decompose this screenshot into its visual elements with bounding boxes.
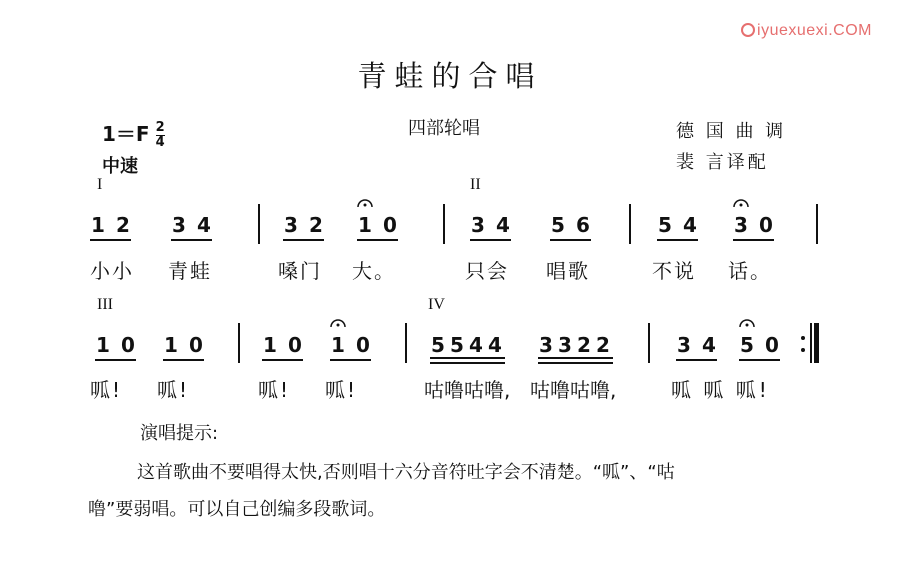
note: 3 bbox=[471, 213, 485, 237]
section-marker: I bbox=[97, 176, 103, 193]
note: 3 bbox=[558, 333, 572, 357]
note: 1 bbox=[91, 213, 105, 237]
sixteenth-beam bbox=[430, 362, 505, 364]
note: 0 bbox=[765, 333, 779, 357]
fermata-icon bbox=[732, 198, 750, 208]
note: 1 bbox=[164, 333, 178, 357]
lyric: 呱! bbox=[157, 378, 190, 402]
note: 3 bbox=[172, 213, 186, 237]
eighth-beam bbox=[95, 359, 136, 361]
hint-title: 演唱提示: bbox=[140, 423, 219, 444]
watermark: iyuexuexi.COM bbox=[741, 22, 872, 40]
bar-line bbox=[405, 323, 407, 363]
note: 0 bbox=[383, 213, 397, 237]
section-marker: III bbox=[97, 296, 113, 313]
note: 5 bbox=[450, 333, 464, 357]
bar-line bbox=[648, 323, 650, 363]
note: 0 bbox=[189, 333, 203, 357]
lyric: 不说 bbox=[652, 259, 696, 283]
song-title: 青蛙的合唱 bbox=[357, 59, 543, 93]
lyric: 只会 bbox=[465, 259, 509, 283]
lyric: 咕噜咕噜, bbox=[424, 378, 511, 402]
eighth-beam bbox=[676, 359, 717, 361]
bar-line bbox=[238, 323, 240, 363]
note: 1 bbox=[263, 333, 277, 357]
tempo: 中速 bbox=[102, 156, 138, 177]
time-signature: $\frac{2}{4}$ bbox=[155, 120, 165, 150]
bar-line bbox=[629, 204, 631, 244]
lyric: 呱! bbox=[258, 378, 291, 402]
note: 3 bbox=[539, 333, 553, 357]
note: 0 bbox=[288, 333, 302, 357]
lyric: 呱 呱 呱! bbox=[671, 378, 770, 402]
note: 5 bbox=[658, 213, 672, 237]
lyric: 咕噜咕噜, bbox=[530, 378, 617, 402]
note: 4 bbox=[469, 333, 483, 357]
fermata-icon bbox=[329, 318, 347, 328]
lyric: 大。 bbox=[352, 259, 396, 283]
note: 2 bbox=[116, 213, 130, 237]
eighth-beam bbox=[430, 357, 505, 359]
fermata-icon bbox=[738, 318, 756, 328]
note: 3 bbox=[734, 213, 748, 237]
note: 1 bbox=[331, 333, 345, 357]
note: 5 bbox=[740, 333, 754, 357]
note: 5 bbox=[431, 333, 445, 357]
lyric: 呱! bbox=[325, 378, 358, 402]
hint-text-line-2: 噜”要弱唱。可以自己创编多段歌词。 bbox=[88, 499, 386, 520]
lyric: 小小 bbox=[90, 259, 134, 283]
note: 2 bbox=[596, 333, 610, 357]
q-logo-icon bbox=[741, 23, 755, 37]
lyric: 话。 bbox=[728, 259, 772, 283]
key-signature: 1＝F $\frac{2}{4}$ bbox=[102, 120, 165, 150]
eighth-beam bbox=[470, 239, 511, 241]
bar-line bbox=[443, 204, 445, 244]
hint-text-line-1: 这首歌曲不要唱得太快,否则唱十六分音符吐字会不清楚。“呱”、“咕 bbox=[137, 462, 675, 483]
bar-line bbox=[816, 204, 818, 244]
note: 0 bbox=[121, 333, 135, 357]
note: 2 bbox=[309, 213, 323, 237]
eighth-beam bbox=[733, 239, 774, 241]
eighth-beam bbox=[262, 359, 303, 361]
lyric: 青蛙 bbox=[168, 259, 212, 283]
fermata-icon bbox=[356, 198, 374, 208]
note: 1 bbox=[358, 213, 372, 237]
eighth-beam bbox=[330, 359, 371, 361]
performance-form: 四部轮唱 bbox=[408, 118, 480, 139]
lyric: 嗓门 bbox=[278, 259, 322, 283]
note: 4 bbox=[683, 213, 697, 237]
lyric: 呱! bbox=[90, 378, 123, 402]
note: 5 bbox=[551, 213, 565, 237]
eighth-beam bbox=[739, 359, 780, 361]
arranger: 裴 言译配 bbox=[676, 152, 769, 173]
bar-line bbox=[258, 204, 260, 244]
lyric: 唱歌 bbox=[546, 259, 590, 283]
note: 3 bbox=[677, 333, 691, 357]
note: 2 bbox=[577, 333, 591, 357]
note: 6 bbox=[576, 213, 590, 237]
note: 0 bbox=[356, 333, 370, 357]
section-marker: IV bbox=[428, 296, 445, 313]
section-marker: II bbox=[470, 176, 481, 193]
eighth-beam bbox=[163, 359, 204, 361]
note: 0 bbox=[759, 213, 773, 237]
note: 4 bbox=[488, 333, 502, 357]
composer: 德 国 曲 调 bbox=[676, 121, 787, 142]
eighth-beam bbox=[283, 239, 324, 241]
sixteenth-beam bbox=[538, 362, 613, 364]
eighth-beam bbox=[538, 357, 613, 359]
eighth-beam bbox=[171, 239, 212, 241]
note: 4 bbox=[496, 213, 510, 237]
eighth-beam bbox=[90, 239, 131, 241]
note: 3 bbox=[284, 213, 298, 237]
eighth-beam bbox=[357, 239, 398, 241]
note: 4 bbox=[197, 213, 211, 237]
note: 4 bbox=[702, 333, 716, 357]
note: 1 bbox=[96, 333, 110, 357]
eighth-beam bbox=[550, 239, 591, 241]
eighth-beam bbox=[657, 239, 698, 241]
